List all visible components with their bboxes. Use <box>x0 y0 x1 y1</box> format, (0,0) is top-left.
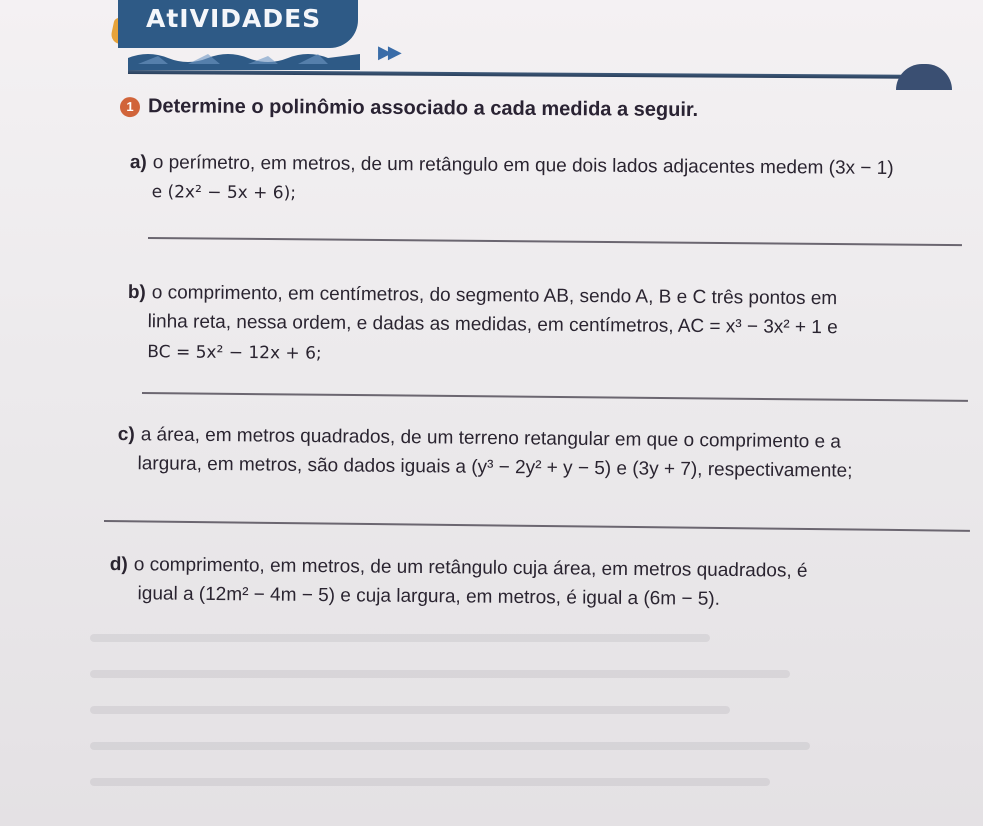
item-c <box>117 420 853 487</box>
item-b <box>127 278 838 373</box>
exercise-instruction: Determine o polinômio associado a cada medida a seguir. <box>147 95 699 122</box>
item-a-letter: a) <box>129 151 147 174</box>
item-a-text-2: e (2x² − 5x + 6); <box>151 182 297 204</box>
item-b-text-2: linha reta, nessa ordem, e dadas as medidas, em centímetros, AC = x³ − 3x² + 1 e <box>147 311 838 339</box>
item-d-text-2: igual a (12m² − 4m − 5) e cuja largura, em metros, é igual a (6m − 5). <box>137 583 721 611</box>
item-d-text-1: o comprimento, em metros, de um retângulo cuja área, em metros quadrados, é <box>133 554 808 582</box>
answer-line-c[interactable] <box>104 520 970 531</box>
banner-wave-decoration <box>128 48 360 70</box>
item-b-text-1: o comprimento, em centímetros, do segmento AB, sendo A, B e C três pontos em <box>151 282 838 310</box>
item-b-text-3: BC = 5x² − 12x + 6; <box>147 342 322 364</box>
item-a <box>130 148 894 213</box>
header-divider <box>128 70 940 79</box>
exercise-heading <box>120 95 698 122</box>
item-d-line-2 <box>109 579 807 615</box>
answer-line-a[interactable] <box>148 237 962 246</box>
item-a-text-1: o perímetro, em metros, de um retângulo em que dois lados adjacentes medem (3x − 1) <box>152 152 894 179</box>
answer-line-b[interactable] <box>142 392 968 401</box>
item-b-letter: b) <box>127 281 146 304</box>
item-d-letter: d) <box>109 553 128 576</box>
item-a-line-2 <box>130 177 894 212</box>
item-d <box>109 550 807 616</box>
item-c-letter: c) <box>117 423 135 446</box>
item-c-text-2: largura, em metros, são dados iguais a (y³ − 2y² + y − 5) e (3y + 7), respectivamente; <box>137 453 853 483</box>
item-c-text-1: a área, em metros quadrados, de um terreno retangular em que o comprimento e a <box>140 424 842 453</box>
header-divider-cap <box>896 64 952 90</box>
item-b-line-3 <box>127 337 837 373</box>
fast-forward-icon: ▶▶ <box>378 42 398 62</box>
exercise-number-badge: 1 <box>120 97 140 117</box>
section-title: AtIVIDADES <box>146 4 322 33</box>
bleed-through-texture <box>60 620 960 820</box>
item-c-line-2 <box>117 449 852 486</box>
